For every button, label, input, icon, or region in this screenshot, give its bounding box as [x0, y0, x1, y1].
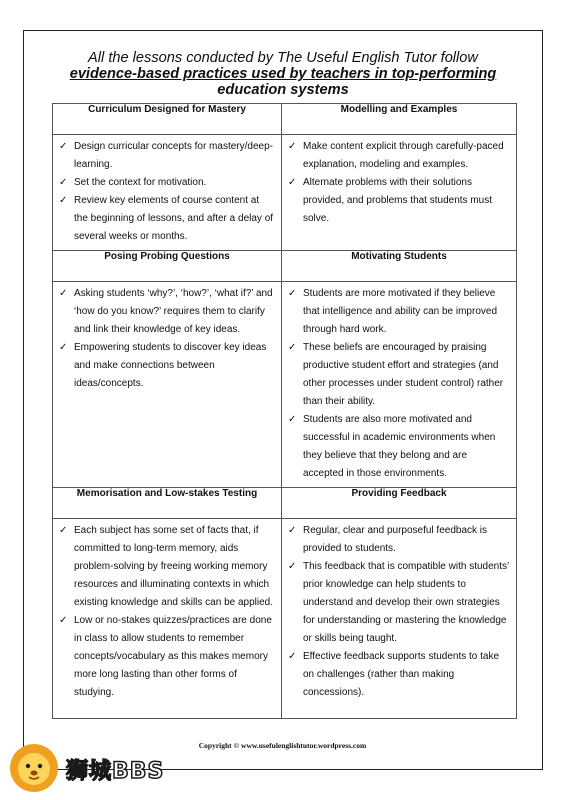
- section-title: Posing Probing Questions: [53, 251, 282, 282]
- watermark-text: 狮城BBS: [66, 759, 165, 784]
- table-row: [53, 135, 517, 251]
- list-item: ✓ Alternate problems with their solutions provided, and problems that students must solve.: [288, 174, 510, 228]
- list-item: ✓ Effective feedback supports students to take on challenges (rather than making concessions).: [288, 648, 510, 702]
- section-title: Modelling and Examples: [282, 104, 517, 135]
- list-item: ✓ Asking students ‘why?’, ‘how?’, ‘what if?’ and ‘how do you know?’ requires them to clarify and link their knowledge of key ideas.: [59, 285, 275, 339]
- section-body: [53, 519, 282, 719]
- table-row: [53, 104, 517, 135]
- section-body: [53, 135, 282, 251]
- check-list: [282, 519, 516, 706]
- list-item: ✓ Low or no-stakes quizzes/practices are done in class to allow students to remember concepts/vocabulary as this makes memory more long lasting than other forms of studying.: [59, 612, 275, 702]
- table-row: [53, 488, 517, 519]
- list-item: ✓ Students are more motivated if they believe that intelligence and ability can be improved through hard work.: [288, 285, 510, 339]
- header-line-3: education systems: [217, 82, 349, 98]
- check-list: [53, 282, 281, 397]
- table-row: [53, 251, 517, 282]
- table-row: [53, 282, 517, 488]
- check-list: [53, 135, 281, 250]
- list-item: ✓ Each subject has some set of facts that, if committed to long-term memory, aids problem-solving by freeing working memory resources and illuminating contexts in which existing knowledge and skills can be applied.: [59, 522, 275, 612]
- check-list: [282, 135, 516, 232]
- list-item: ✓ These beliefs are encouraged by praising productive student effort and strategies (and other processes under student control) rather than their ability.: [288, 339, 510, 411]
- list-item: ✓ Set the context for motivation.: [59, 174, 275, 192]
- watermark: [8, 742, 168, 794]
- check-list: [282, 282, 516, 487]
- list-item: ✓ This feedback that is compatible with students’ prior knowledge can help students to understand and develop their own strategies for understanding or mastering the knowledge or skills being taught.: [288, 558, 510, 648]
- section-body: [282, 135, 517, 251]
- list-item: ✓ Make content explicit through carefully-paced explanation, modeling and examples.: [288, 138, 510, 174]
- list-item: ✓ Regular, clear and purposeful feedback is provided to students.: [288, 522, 510, 558]
- practices-table: [52, 103, 517, 719]
- list-item: ✓ Design curricular concepts for mastery/deep-learning.: [59, 138, 275, 174]
- check-list: [53, 519, 281, 706]
- section-title: Curriculum Designed for Mastery: [53, 104, 282, 135]
- section-body: [53, 282, 282, 488]
- list-item: ✓ Empowering students to discover key ideas and make connections between ideas/concepts.: [59, 339, 275, 393]
- section-body: [282, 282, 517, 488]
- header-line-2: evidence-based practices used by teachers in top-performing: [69, 66, 497, 82]
- section-title: Providing Feedback: [282, 488, 517, 519]
- list-item: ✓ Review key elements of course content at the beginning of lessons, and after a delay of several weeks or months.: [59, 192, 275, 246]
- section-title: Memorisation and Low-stakes Testing: [53, 488, 282, 519]
- section-body: [282, 519, 517, 719]
- copyright-footer: Copyright © www.usefulenglishtutor.wordpress.com: [198, 741, 367, 750]
- section-title: Motivating Students: [282, 251, 517, 282]
- header-line-1: All the lessons conducted by The Useful English Tutor follow: [88, 50, 478, 66]
- list-item: ✓ Students are also more motivated and successful in academic environments when they believe that they belong and are accepted in those environments.: [288, 411, 510, 483]
- page-header: [52, 50, 514, 98]
- table-row: [53, 519, 517, 719]
- lion-icon: [8, 742, 60, 794]
